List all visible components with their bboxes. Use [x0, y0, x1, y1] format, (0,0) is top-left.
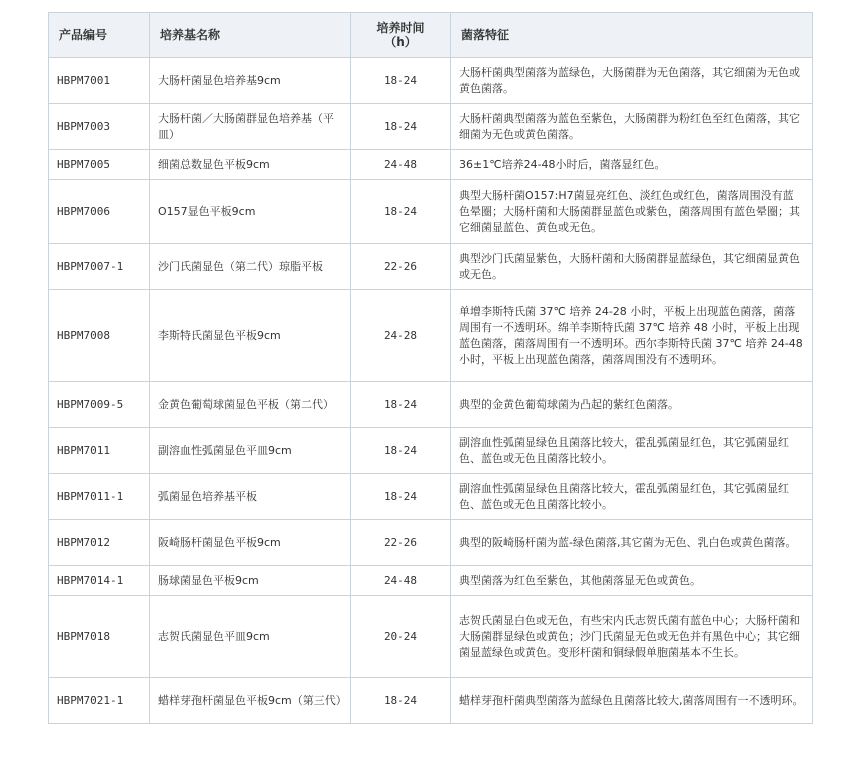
media-name-cell: 李斯特氏菌显色平板9cm [150, 290, 351, 382]
media-name-cell: 蜡样芽孢杆菌显色平板9cm（第三代） [150, 678, 351, 724]
culture-time-cell: 22-26 [351, 244, 451, 290]
product-code-cell: HBPM7021-1 [49, 678, 150, 724]
culture-time-cell: 18-24 [351, 58, 451, 104]
product-code-cell: HBPM7011 [49, 428, 150, 474]
table-row [49, 104, 813, 150]
media-name-cell: 大肠杆菌显色培养基9cm [150, 58, 351, 104]
colony-feature-cell: 典型沙门氏菌显紫色，大肠杆菌和大肠菌群显蓝绿色，其它细菌显黄色或无色。 [451, 244, 813, 290]
media-name-cell: 大肠杆菌／大肠菌群显色培养基（平皿） [150, 104, 351, 150]
table-row [49, 520, 813, 566]
culture-time-cell: 22-26 [351, 520, 451, 566]
product-code-cell: HBPM7005 [49, 150, 150, 180]
colony-feature-cell: 单增李斯特氏菌 37℃ 培养 24-28 小时，平板上出现蓝色菌落，菌落周围有一不透明环。绵羊李斯特氏菌 37℃ 培养 48 小时，平板上出现蓝色菌落，菌落周围有一不透明环。西尔李斯特氏菌 37℃ 培养 24-48 小时，平板上出现蓝色菌落，菌落周围没有不透明环。 [451, 290, 813, 382]
header-culture-time-unit: （h） [384, 35, 417, 49]
colony-feature-cell: 志贺氏菌显白色或无色，有些宋内氏志贺氏菌有蓝色中心；大肠杆菌和大肠菌群显绿色或黄色；沙门氏菌显无色或无色并有黑色中心；其它细菌显蓝绿色或黄色。变形杆菌和铜绿假单胞菌基本不生长。 [451, 596, 813, 678]
header-media-name: 培养基名称 [150, 13, 351, 58]
colony-feature-cell: 典型菌落为红色至紫色，其他菌落显无色或黄色。 [451, 566, 813, 596]
product-code-cell: HBPM7012 [49, 520, 150, 566]
header-culture-time-label: 培养时间 [376, 21, 425, 35]
colony-feature-cell: 蜡样芽孢杆菌典型菌落为蓝绿色且菌落比较大,菌落周围有一不透明环。 [451, 678, 813, 724]
product-code-cell: HBPM7006 [49, 180, 150, 244]
colony-feature-cell: 典型的阪崎肠杆菌为蓝-绿色菌落,其它菌为无色、乳白色或黄色菌落。 [451, 520, 813, 566]
media-name-cell: 金黄色葡萄球菌显色平板（第二代） [150, 382, 351, 428]
table-header-row [49, 13, 813, 58]
media-name-cell: 细菌总数显色平板9cm [150, 150, 351, 180]
media-name-cell: 肠球菌显色平板9cm [150, 566, 351, 596]
culture-time-cell: 24-28 [351, 290, 451, 382]
table-row [49, 678, 813, 724]
table-row [49, 566, 813, 596]
product-code-cell: HBPM7007-1 [49, 244, 150, 290]
table-row [49, 244, 813, 290]
table-row [49, 596, 813, 678]
colony-feature-cell: 大肠杆菌典型菌落为蓝绿色，大肠菌群为无色菌落，其它细菌为无色或黄色菌落。 [451, 58, 813, 104]
product-code-cell: HBPM7018 [49, 596, 150, 678]
product-code-cell: HBPM7014-1 [49, 566, 150, 596]
colony-feature-cell: 36±1℃培养24-48小时后，菌落显红色。 [451, 150, 813, 180]
table-row [49, 382, 813, 428]
culture-time-cell: 24-48 [351, 566, 451, 596]
product-code-cell: HBPM7009-5 [49, 382, 150, 428]
media-name-cell: 阪崎肠杆菌显色平板9cm [150, 520, 351, 566]
media-name-cell: 副溶血性弧菌显色平皿9cm [150, 428, 351, 474]
table-row [49, 290, 813, 382]
culture-time-cell: 18-24 [351, 180, 451, 244]
table-row [49, 180, 813, 244]
table-row [49, 150, 813, 180]
table-body [49, 58, 813, 724]
colony-feature-cell: 大肠杆菌典型菌落为蓝色至紫色，大肠菌群为粉红色至红色菌落，其它细菌为无色或黄色菌落。 [451, 104, 813, 150]
table-row [49, 428, 813, 474]
product-code-cell: HBPM7011-1 [49, 474, 150, 520]
media-name-cell: 沙门氏菌显色（第二代）琼脂平板 [150, 244, 351, 290]
media-name-cell: O157显色平板9cm [150, 180, 351, 244]
header-colony-features: 菌落特征 [451, 13, 813, 58]
culture-media-table [48, 12, 813, 724]
culture-time-cell: 18-24 [351, 474, 451, 520]
header-product-code: 产品编号 [49, 13, 150, 58]
culture-time-cell: 18-24 [351, 428, 451, 474]
culture-time-cell: 20-24 [351, 596, 451, 678]
colony-feature-cell: 副溶血性弧菌显绿色且菌落比较大，霍乱弧菌显红色，其它弧菌显红色、蓝色或无色且菌落比较小。 [451, 428, 813, 474]
product-code-cell: HBPM7008 [49, 290, 150, 382]
culture-time-cell: 18-24 [351, 382, 451, 428]
header-culture-time [351, 13, 451, 58]
table-row [49, 474, 813, 520]
product-code-cell: HBPM7001 [49, 58, 150, 104]
culture-time-cell: 18-24 [351, 678, 451, 724]
culture-time-cell: 18-24 [351, 104, 451, 150]
colony-feature-cell: 典型的金黄色葡萄球菌为凸起的紫红色菌落。 [451, 382, 813, 428]
colony-feature-cell: 副溶血性弧菌显绿色且菌落比较大，霍乱弧菌显红色，其它弧菌显红色、蓝色或无色且菌落比较小。 [451, 474, 813, 520]
media-name-cell: 弧菌显色培养基平板 [150, 474, 351, 520]
culture-time-cell: 24-48 [351, 150, 451, 180]
media-name-cell: 志贺氏菌显色平皿9cm [150, 596, 351, 678]
colony-feature-cell: 典型大肠杆菌O157:H7菌显亮红色、淡红色或红色，菌落周围没有蓝色晕圈；大肠杆菌和大肠菌群显蓝色或紫色，菌落周围有蓝色晕圈；其它细菌显蓝色、黄色或无色。 [451, 180, 813, 244]
table-row [49, 58, 813, 104]
product-code-cell: HBPM7003 [49, 104, 150, 150]
